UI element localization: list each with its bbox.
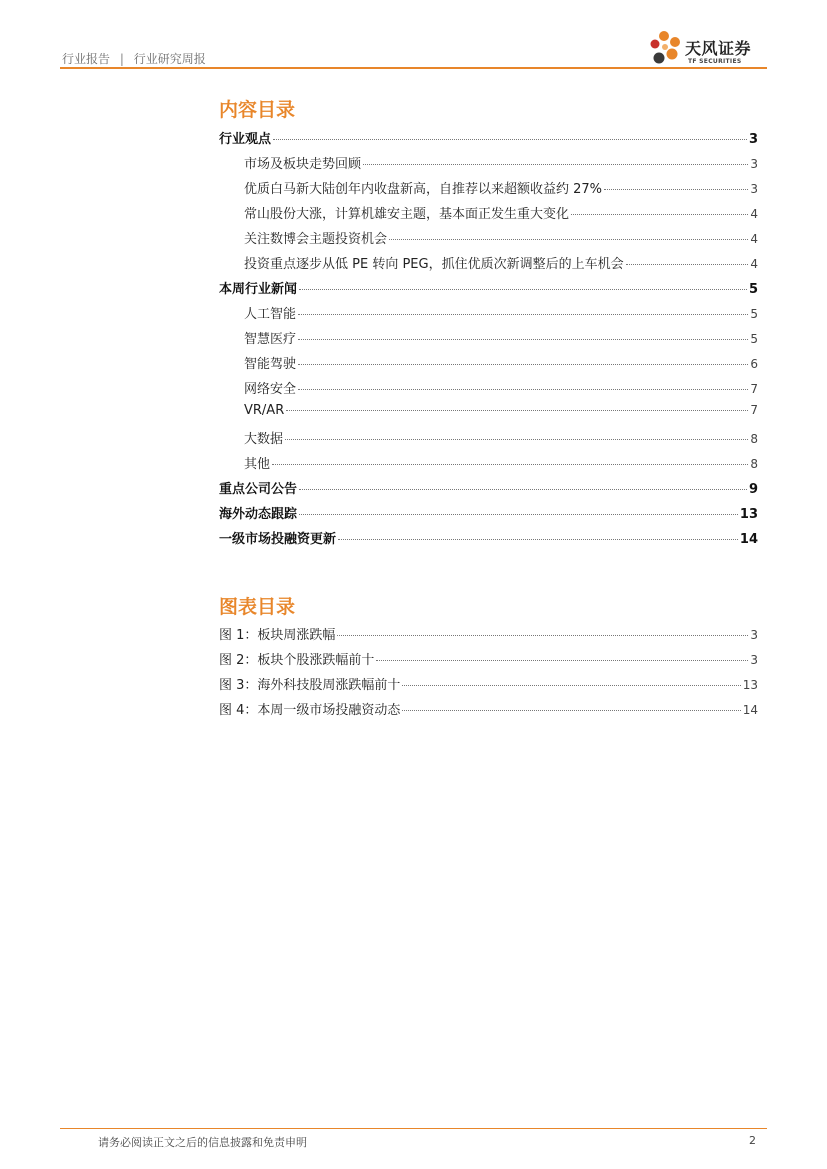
breadcrumb-separator: | <box>119 52 124 66</box>
toc-leader-dots <box>337 635 748 636</box>
toc-entry-title: 人工智能 <box>244 307 297 322</box>
toc-entry-title: VR/AR <box>244 403 285 418</box>
report-breadcrumb <box>62 50 206 67</box>
toc-entry-title: 关注数博会主题投资机会 <box>244 232 388 247</box>
header-divider <box>60 67 767 69</box>
toc-leader-dots <box>298 339 748 340</box>
toc-leader-dots <box>273 139 747 140</box>
toc-entry[interactable] <box>244 453 758 473</box>
figure-entry[interactable] <box>219 674 758 694</box>
toc-entry-page: 6 <box>750 357 758 371</box>
figure-entry-page: 3 <box>750 628 758 642</box>
toc-entry-page: 5 <box>750 307 758 321</box>
toc-entry-page: 4 <box>750 257 758 271</box>
toc-entry-title: 一级市场投融资更新 <box>219 532 337 547</box>
toc-entry[interactable] <box>219 478 758 498</box>
toc-entry-title: 大数据 <box>244 432 284 447</box>
toc-leader-dots <box>298 364 748 365</box>
footer-divider <box>60 1128 767 1129</box>
logo-flower-icon <box>648 28 684 72</box>
figure-entry-page: 3 <box>750 653 758 667</box>
toc-entry-page: 7 <box>750 382 758 396</box>
figures-title: 图表目录 <box>219 596 296 618</box>
toc-entry-title: 重点公司公告 <box>219 482 298 497</box>
toc-entry-page: 4 <box>750 232 758 246</box>
figure-entry-title: 图 1：板块周涨跌幅 <box>219 628 336 643</box>
figure-entry[interactable] <box>219 624 758 644</box>
figure-entry-title: 图 3：海外科技股周涨跌幅前十 <box>219 678 401 693</box>
toc-entry-page: 4 <box>750 207 758 221</box>
figure-entry-page: 14 <box>742 703 758 717</box>
toc-entry-page: 13 <box>739 507 758 522</box>
toc-entry-title: 市场及板块走势回顾 <box>244 157 362 172</box>
toc-leader-dots <box>299 514 738 515</box>
company-logo <box>648 28 768 72</box>
toc-entry-title: 优质白马新大陆创年内收盘新高，自推荐以来超额收益约 27% <box>244 182 603 197</box>
toc-entry-title: 其他 <box>244 457 271 472</box>
footer-disclaimer: 请务必阅读正文之后的信息披露和免责申明 <box>98 1136 307 1149</box>
toc-leader-dots <box>286 410 748 411</box>
toc-entry-page: 7 <box>750 403 758 417</box>
contents-title: 内容目录 <box>219 99 296 121</box>
toc-entry-page: 9 <box>748 482 758 497</box>
toc-leader-dots <box>298 314 748 315</box>
page-number: 2 <box>749 1134 756 1147</box>
toc-leader-dots <box>402 710 740 711</box>
toc-entry-title: 海外动态跟踪 <box>219 507 298 522</box>
toc-entry-page: 3 <box>748 132 758 147</box>
toc-leader-dots <box>571 214 748 215</box>
toc-entry-title: 智慧医疗 <box>244 332 297 347</box>
toc-entry[interactable] <box>244 253 758 273</box>
toc-leader-dots <box>299 489 747 490</box>
toc-entry[interactable] <box>244 428 758 448</box>
toc-entry[interactable] <box>219 128 758 148</box>
toc-entry-page: 8 <box>750 457 758 471</box>
figure-entry[interactable] <box>219 699 758 719</box>
toc-entry-page: 14 <box>739 532 758 547</box>
toc-leader-dots <box>626 264 749 265</box>
toc-leader-dots <box>338 539 738 540</box>
toc-entry-title: 智能驾驶 <box>244 357 297 372</box>
toc-leader-dots <box>604 189 748 190</box>
figure-entry-title: 图 4：本周一级市场投融资动态 <box>219 703 401 718</box>
toc-entry[interactable] <box>219 528 758 548</box>
toc-leader-dots <box>299 289 747 290</box>
report-subcategory: 行业研究周报 <box>133 52 206 66</box>
toc-entry[interactable] <box>244 353 758 373</box>
toc-leader-dots <box>363 164 748 165</box>
toc-entry-page: 5 <box>748 282 758 297</box>
toc-entry[interactable] <box>244 178 758 198</box>
figure-entry[interactable] <box>219 649 758 669</box>
toc-leader-dots <box>285 439 748 440</box>
toc-entry[interactable] <box>244 378 758 398</box>
toc-entry-page: 3 <box>750 157 758 171</box>
toc-leader-dots <box>402 685 740 686</box>
toc-entry[interactable] <box>244 328 758 348</box>
toc-leader-dots <box>298 389 748 390</box>
toc-entry-page: 3 <box>750 182 758 196</box>
toc-entry-title: 投资重点逐步从低 PE 转向 PEG，抓住优质次新调整后的上车机会 <box>244 257 624 272</box>
figure-entry-title: 图 2：板块个股涨跌幅前十 <box>219 653 375 668</box>
toc-leader-dots <box>389 239 748 240</box>
toc-entry[interactable] <box>219 503 758 523</box>
toc-entry[interactable] <box>244 203 758 223</box>
toc-entry[interactable] <box>244 228 758 248</box>
toc-entry[interactable] <box>219 278 758 298</box>
figure-entry-page: 13 <box>742 678 758 692</box>
toc-entry-page: 5 <box>750 332 758 346</box>
toc-entry-title: 网络安全 <box>244 382 297 397</box>
brand-name-cn: 天风证券 <box>685 39 752 58</box>
toc-entry-title: 常山股份大涨，计算机雄安主题，基本面正发生重大变化 <box>244 207 570 222</box>
toc-entry-title: 行业观点 <box>219 132 272 147</box>
toc-entry[interactable] <box>244 303 758 323</box>
toc-entry-title: 本周行业新闻 <box>219 282 298 297</box>
toc-leader-dots <box>376 660 748 661</box>
toc-entry[interactable] <box>244 403 758 423</box>
brand-name-en: TF SECURITIES <box>688 58 742 65</box>
toc-entry-page: 8 <box>750 432 758 446</box>
report-category: 行业报告 <box>62 52 111 66</box>
toc-leader-dots <box>272 464 748 465</box>
toc-entry[interactable] <box>244 153 758 173</box>
